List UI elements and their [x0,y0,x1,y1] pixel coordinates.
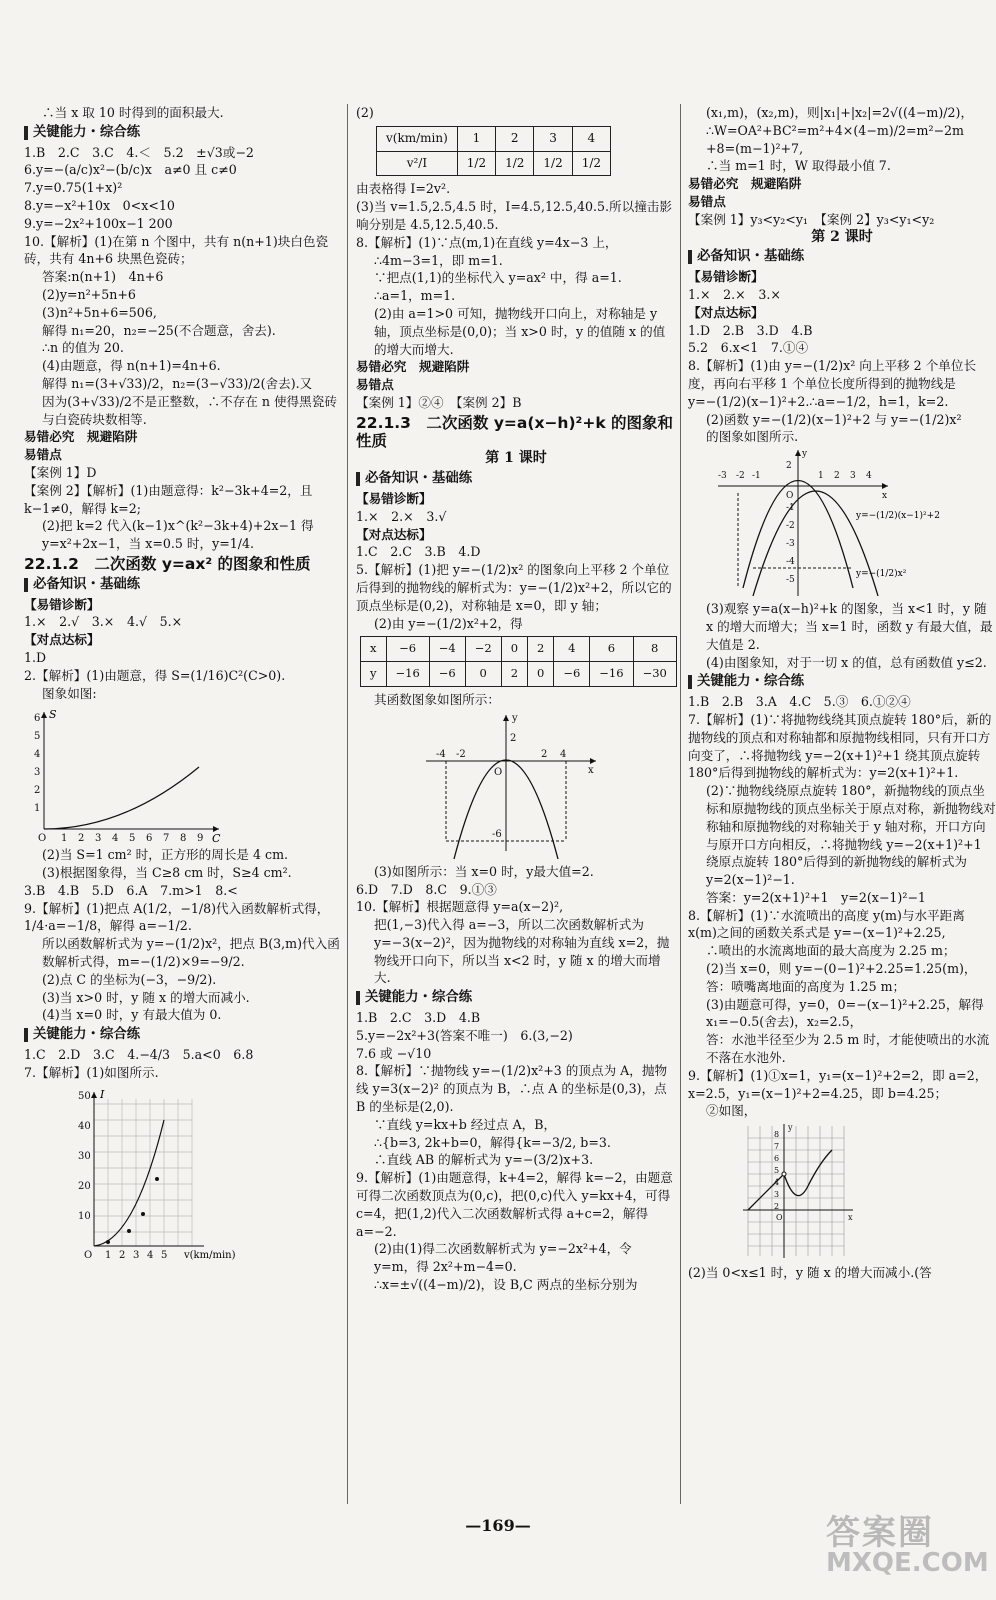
table-cell: 3 [534,126,572,151]
table-cell: v²/I [377,151,458,176]
graph-grid-piecewise [688,1122,908,1262]
svg-text:20: 20 [78,1180,91,1192]
svg-text:9: 9 [197,833,204,845]
answer-line: ∴{b=3, 2k+b=0，解得{k=−3/2, b=3. [374,1134,611,1150]
svg-text:3: 3 [850,471,856,482]
table-cell: 1/2 [572,151,610,176]
table-cell: 8 [633,637,676,662]
watermark-logo: 答案圈 [826,1513,934,1553]
answer-line: 5.【解析】(1)把 y=−(1/2)x² 的图象向上平移 2 个单位后得到的抛物线的解析式为：y=−(1/2)x²+2，所以它的顶点坐标是(0,2)，对称轴是 x=0，即 y 轴； [356,562,672,613]
svg-text:O: O [38,833,47,845]
answer-line: 6.y=−(a/c)x²−(b/c)x a≠0 且 c≠0 [24,162,237,178]
svg-text:8: 8 [180,833,187,845]
answer-line: (2) [356,105,374,120]
page-number: —169— [465,1516,531,1535]
answer-line: 9.【解析】(1)由题意得，k+4=2，解得 k=−2，由题意可得二次函数顶点为(0,c)，把(0,c)代入 y=kx+4，可得 c=4，把(1,2)代入二次函数解析式得 a+c=2，解得 a=−2. [356,1170,673,1239]
answer-line: 【案例 1】y₃<y₂<y₁ 【案例 2】y₃<y₁<y₂ [688,211,935,227]
svg-text:2: 2 [78,833,85,845]
table-cell: 0 [501,637,527,662]
answer-line: 由表格得 I=2v². [356,181,451,197]
subheading: 易错点 [24,447,62,463]
section-header: 必备知识・基础练 [356,470,676,488]
graph-two-parabolas [688,448,988,598]
section-header: 必备知识・基础练 [688,248,996,266]
answer-line: 8.y=−x²+10x 0<x<10 [24,197,175,213]
svg-text:1: 1 [818,471,824,482]
table-cell: v(km/min) [377,126,458,151]
answer-line: 1.× 2.× 3.√ [356,508,447,524]
table-cell: −6 [429,662,465,687]
svg-text:4: 4 [866,471,872,482]
svg-text:10: 10 [78,1210,91,1222]
lesson-title: 第 2 课时 [811,228,873,245]
svg-text:3: 3 [95,833,102,845]
answer-line: 图象如图: [42,685,97,701]
answer-line: 把(1,−3)代入得 a=−3，所以二次函数解析式为 y=−3(x−2)²，因为抛物线的对称轴为直线 x=2，抛物线开口向下，所以当 x<2 时，y 随 x 的增大而增大. [374,917,670,986]
answer-line: (2)由 a=1>0 可知，抛物线开口向上，对称轴是 y 轴，顶点坐标是(0,0)；当 x>0 时，y 的值随 x 的值的增大而增大. [374,305,666,357]
svg-text:O: O [494,766,503,778]
svg-text:1: 1 [61,833,68,845]
svg-text:4: 4 [774,1178,780,1188]
answer-line: +8=(m−1)²+7, [706,140,804,156]
svg-text:-3: -3 [786,539,795,550]
svg-text:O: O [84,1249,93,1261]
answer-line: 1.B 2.C 3.C 4.＜ 5.2 ±√3或−2 [24,144,254,160]
answer-line: ∴n 的值为 20. [42,340,124,356]
answer-line: 8.【解析】(1)∵水流喷出的高度 y(m)与水平距离 x(m)之间的函数关系式是 y=−(x−1)²+2.25, [688,907,965,941]
svg-text:3: 3 [133,1249,140,1261]
table-cell: 4 [572,126,610,151]
subheading: 【对点达标】 [356,526,432,542]
section-title: 22.1.3 二次函数 y=a(x−h)²+k 的图象和性质 [356,413,674,450]
table-cell: −30 [633,662,676,687]
subheading: 【对点达标】 [24,632,100,648]
answer-line: (2)点 C 的坐标为(−3，−9/2). [42,971,217,987]
answer-line: ∴a=1，m=1. [374,288,456,304]
section-title: 22.1.2 二次函数 y=ax² 的图象和性质 [24,554,311,573]
answer-line: ∴4m−3=1，即 m=1. [374,252,503,268]
svg-text:5: 5 [161,1249,168,1261]
data-table-x-y [360,636,677,687]
axis-label: S [49,708,57,722]
svg-text:O: O [776,1213,783,1223]
answer-line: 答案:n(n+1) 4n+6 [42,269,164,285]
svg-text:6: 6 [774,1154,780,1164]
answer-line: 1.D [24,649,47,665]
table-cell: 1/2 [496,151,534,176]
section-header: 关键能力・综合练 [688,673,996,691]
answer-column-right [688,104,996,1504]
answer-line: 答：喷嘴离地面的高度为 1.25 m； [706,978,906,994]
section-header: 关键能力・综合练 [24,1026,344,1044]
answer-line: 2.【解析】(1)由题意，得 S=(1/16)C²(C>0). [24,667,286,683]
svg-text:y: y [788,1123,793,1133]
graph-i-vs-v [24,1084,284,1274]
svg-text:6: 6 [146,833,153,845]
table-cell: 2 [501,662,527,687]
answer-line: 8.【解析】(1)∵点(m,1)在直线 y=4x−3 上， [356,234,618,250]
answer-line: 其函数图象如图所示： [374,691,500,707]
svg-text:5: 5 [774,1166,780,1176]
answer-line: 因为(3+√33)/2不是正整数，∴不存在 n 使得黑瓷砖与白瓷砖块数相等. [42,393,337,427]
answer-line: 1.C 2.D 3.C 4.−4/3 5.a<0 6.8 [24,1047,254,1063]
svg-text:3: 3 [774,1190,780,1200]
answer-line: (3)观察 y=a(x−h)²+k 的图象，当 x<1 时，y 随 x 的增大而增大；当 x=1 时，函数 y 有最大值，最大值是 2. [706,601,993,652]
svg-text:7: 7 [163,833,170,845]
answer-line: (3)如图所示：当 x=0 时，y最大值=2. [374,863,594,879]
section-header: 易错必究 规避陷阱 [356,359,470,375]
svg-text:2: 2 [510,732,517,744]
answer-line: 7.6 或 −√10 [356,1045,432,1061]
answer-line: 答案：y=2(x+1)²+1 y=2(x−1)²−1 [706,889,926,905]
answer-column-middle [356,104,676,1294]
data-table-v-i [376,126,611,177]
answer-line: 解得 n₁=(3+√33)/2，n₂=(3−√33)/2(舍去).又 [42,375,313,391]
svg-text:-4: -4 [436,748,446,760]
table-cell: 2 [496,126,534,151]
section-header: 关键能力・综合练 [24,124,344,142]
answer-line: ∵把点(1,1)的坐标代入 y=ax² 中，得 a=1. [374,270,622,286]
svg-text:-2: -2 [786,521,795,532]
svg-text:2: 2 [786,461,792,472]
answer-line: 1.× 2.√ 3.× 4.√ 5.× [24,614,183,630]
table-cell: −16 [386,662,429,687]
answer-line: 3.B 4.B 5.D 6.A 7.m>1 8.< [24,882,238,898]
answer-line: (3)当 x>0 时，y 随 x 的增大而减小. [42,989,250,1005]
svg-text:3: 3 [34,767,41,779]
svg-text:4: 4 [147,1249,154,1261]
answer-line: 7.y=0.75(1+x)² [24,180,123,196]
svg-text:-2: -2 [456,748,466,760]
answer-line: 9.【解析】(1)把点 A(1/2，−1/8)代入函数解析式得，1/4·a=−1/8，解得 a=−1/2. [24,900,330,934]
answer-line: 的图象如图所示. [706,429,799,445]
answer-line: (2)∵抛物线绕原点旋转 180°，新抛物线的顶点坐标和原抛物线的顶点坐标关于原点对称，新抛物线对称轴和原抛物线的对称轴关于 y 轴对称，开口方向与原开口方向相反，∴将抛物线 y=−2(x+1)²+1 绕原点旋转 180°后得到的新抛物线的解析式为 y=2(x−1)²−1. [706,783,996,888]
svg-text:5: 5 [129,833,136,845]
table-cell: 2 [528,637,554,662]
answer-line: 8.【解析】∵抛物线 y=−(1/2)x²+3 的顶点为 A，抛物线 y=3(x−2)² 的顶点为 B，∴点 A 的坐标是(0,3)，点 B 的坐标是(2,0). [356,1063,668,1115]
answer-line: (2)y=n²+5n+6 [42,286,136,302]
subheading: 【易错诊断】 [24,596,100,612]
svg-text:x: x [848,1213,853,1223]
answer-line: 1.B 2.C 3.D 4.B [356,1010,481,1026]
answer-line: 1.× 2.× 3.× [688,286,781,302]
answer-line: 7.【解析】(1)如图所示. [24,1064,159,1080]
svg-text:1: 1 [34,803,41,815]
svg-text:50: 50 [78,1090,91,1102]
table-cell: 6 [590,637,633,662]
svg-text:x: x [588,764,594,776]
table-cell: x [361,637,387,662]
axis-label: v(km/min) [184,1249,236,1261]
answer-line: (2)当 x=0，则 y=−(0−1)²+2.25=1.25(m)， [706,961,977,977]
answer-line: ∴喷出的水流离地面的最大高度为 2.25 m； [706,943,956,959]
watermark-url: MXQE.COM [826,1548,989,1578]
answer-line: (x₁,m)，(x₂,m)，则|x₁|+|x₂|=2√((4−m)/2)， [706,105,974,120]
table-cell: 1 [457,126,495,151]
answer-line: 6.D 7.D 8.C 9.①③ [356,881,497,897]
answer-line: (4)当 x=0 时，y 有最大值为 0. [42,1007,222,1023]
svg-text:-6: -6 [492,828,502,840]
answer-line: ②如图， [706,1103,757,1119]
axis-label: C [212,832,221,845]
table-cell: −6 [554,662,590,687]
answer-line: (2)由 y=−(1/2)x²+2，得 [374,615,523,631]
svg-text:40: 40 [78,1120,91,1132]
answer-line: 1.B 2.B 3.A 4.C 5.③ 6.①②④ [688,694,911,710]
svg-text:2: 2 [34,785,41,797]
section-header: 易错必究 规避陷阱 [688,176,802,192]
answer-line: (4)由题意，得 n(n+1)=4n+6. [42,358,221,374]
answer-line: 解得 n₁=20，n₂=−25(不合题意，舍去). [42,322,276,338]
answer-line: 1.D 2.B 3.D 4.B [688,322,813,338]
answer-line: ∴当 m=1 时，W 取得最小值 7. [706,158,891,174]
table-cell: −16 [590,662,633,687]
answer-line: 10.【解析】(1)在第 n 个图中，共有 n(n+1)块白色瓷砖，共有 4n+6 块黑色瓷砖； [24,233,329,267]
svg-text:y: y [512,712,518,724]
table-cell: −2 [465,637,501,662]
svg-text:8: 8 [774,1130,780,1140]
svg-text:2: 2 [834,471,840,482]
section-header: 关键能力・综合练 [356,989,676,1007]
table-cell: 1/2 [534,151,572,176]
column-divider [680,104,681,1504]
svg-text:-1: -1 [786,503,795,514]
answer-line: 9.y=−2x²+100x−1 200 [24,215,173,231]
table-cell: y [361,662,387,687]
answer-line: 1.C 2.C 3.B 4.D [356,544,481,560]
answer-line: 8.【解析】(1)由 y=−(1/2)x² 向上平移 2 个单位长度，再向右平移 1 个单位长度所得到的抛物线是 y=−(1/2)(x−1)²+2.∴a=−1/2，h=1，k=2. [688,358,977,409]
answer-line: (2)当 S=1 cm² 时，正方形的周长是 4 cm. [42,847,289,863]
svg-text:7: 7 [774,1142,780,1152]
answer-line: (2)把 k=2 代入(k−1)x^(k²−3k+4)+2x−1 得 y=x²+2x−1，当 x=0.5 时，y=1/4. [42,518,314,552]
answer-line: 【案例 1】②④ 【案例 2】B [356,394,522,410]
subheading: 易错点 [356,377,394,393]
table-cell: 0 [465,662,501,687]
answer-line: (3)根据图象得，当 C≥8 cm 时，S≥4 cm². [42,865,292,881]
answer-line: 5.2 6.x<1 7.①④ [688,340,809,356]
svg-text:4: 4 [560,748,567,760]
answer-line: 【案例 1】D [24,464,97,480]
answer-line: 所以函数解析式为 y=−(1/2)x²，把点 B(3,m)代入函数解析式得，m=−(1/2)×9=−9/2. [42,936,340,970]
svg-text:1: 1 [105,1249,112,1261]
svg-text:-1: -1 [752,471,761,482]
answer-line: 7.【解析】(1)∵将抛物线绕其顶点旋转 180°后，新的抛物线的顶点和对称轴都和原抛物线相同，只有开口方向变了，∴将抛物线 y=−2(x+1)²+1 绕其顶点旋转 180°后得到抛物线的解析式为：y=2(x+1)²+1. [688,711,992,781]
lesson-title: 第 1 课时 [485,450,547,467]
section-header: 必备知识・基础练 [24,576,344,594]
curve-label: y=−(1/2)x² [856,569,907,580]
answer-line: ∴x=±√((4−m)/2)，设 B,C 两点的坐标分别为 [374,1277,638,1293]
svg-text:4: 4 [34,749,41,761]
subheading: 【易错诊断】 [356,490,432,506]
svg-text:x: x [882,491,888,502]
answer-line: (2)由(1)得二次函数解析式为 y=−2x²+4，令 y=m，得 2x²+m−4=0. [374,1241,632,1275]
answer-line: (3)由题意可得，y=0，0=−(x−1)²+2.25，解得 x₁=−0.5(舍去)，x₂=2.5， [706,996,984,1030]
svg-text:-2: -2 [736,471,745,482]
answer-line: 9.【解析】(1)①x=1，y₁=(x−1)²+2=2，即 a=2，x=2.5，y₁=(x−1)²+2=4.25，即 b=4.25； [688,1067,988,1101]
axis-label: I [100,1087,105,1101]
svg-text:5: 5 [34,731,41,743]
table-cell: 4 [554,637,590,662]
table-cell: 0 [528,662,554,687]
section-header: 易错必究 规避陷阱 [24,429,138,445]
answer-line: 【案例 2】【解析】(1)由题意得：k²−3k+4=2，且 k−1≠0，解得 k=2; [24,482,313,516]
graph-s-vs-c [24,704,224,844]
svg-text:-4: -4 [786,557,795,568]
answer-column-left [24,104,344,1276]
answer-line: (3)当 v=1.5,2.5,4.5 时，I=4.5,12.5,40.5.所以撞击影响分别是 4.5,12.5,40.5. [356,199,672,232]
table-cell: −4 [429,637,465,662]
curve-label: y=−(1/2)(x−1)²+2 [856,511,940,522]
svg-text:4: 4 [112,833,119,845]
answer-line: ∵直线 y=kx+b 经过点 A，B， [374,1116,557,1132]
svg-text:-3: -3 [718,471,727,482]
svg-text:-5: -5 [786,575,795,586]
svg-text:30: 30 [78,1150,91,1162]
subheading: 易错点 [688,193,726,209]
answer-line: 10.【解析】根据题意得 y=a(x−2)², [356,899,564,915]
table-cell: −6 [386,637,429,662]
svg-text:2: 2 [541,748,548,760]
subheading: 【易错诊断】 [688,269,764,285]
answer-line: 答：水池半径至少为 2.5 m 时，才能使喷出的水流不落在水池外. [706,1032,990,1066]
svg-text:O: O [786,491,794,502]
graph-parabola-2 [356,711,656,861]
column-divider [347,104,348,1504]
answer-line: (3)n²+5n+6=506, [42,304,157,320]
svg-text:y: y [802,449,808,460]
answer-line: (2)函数 y=−(1/2)(x−1)²+2 与 y=−(1/2)x² [706,411,962,427]
svg-text:6: 6 [34,713,41,725]
table-cell: 1/2 [457,151,495,176]
subheading: 【对点达标】 [688,304,764,320]
answer-line: ∴直线 AB 的解析式为 y=−(3/2)x+3. [374,1152,594,1168]
svg-text:2: 2 [774,1202,780,1212]
answer-line: ∴W=OA²+BC²=m²+4×(4−m)/2=m²−2m [706,122,964,138]
answer-line: (4)由图象知，对于一切 x 的值，总有函数值 y≤2. [706,654,987,670]
answer-line: (2)当 0<x≤1 时，y 随 x 的增大而减小.(答 [688,1265,932,1281]
answer-line: 5.y=−2x²+3(答案不唯一) 6.(3,−2) [356,1027,573,1043]
svg-text:2: 2 [119,1249,126,1261]
text-line: ∴当 x 取 10 时得到的面积最大. [42,105,224,120]
